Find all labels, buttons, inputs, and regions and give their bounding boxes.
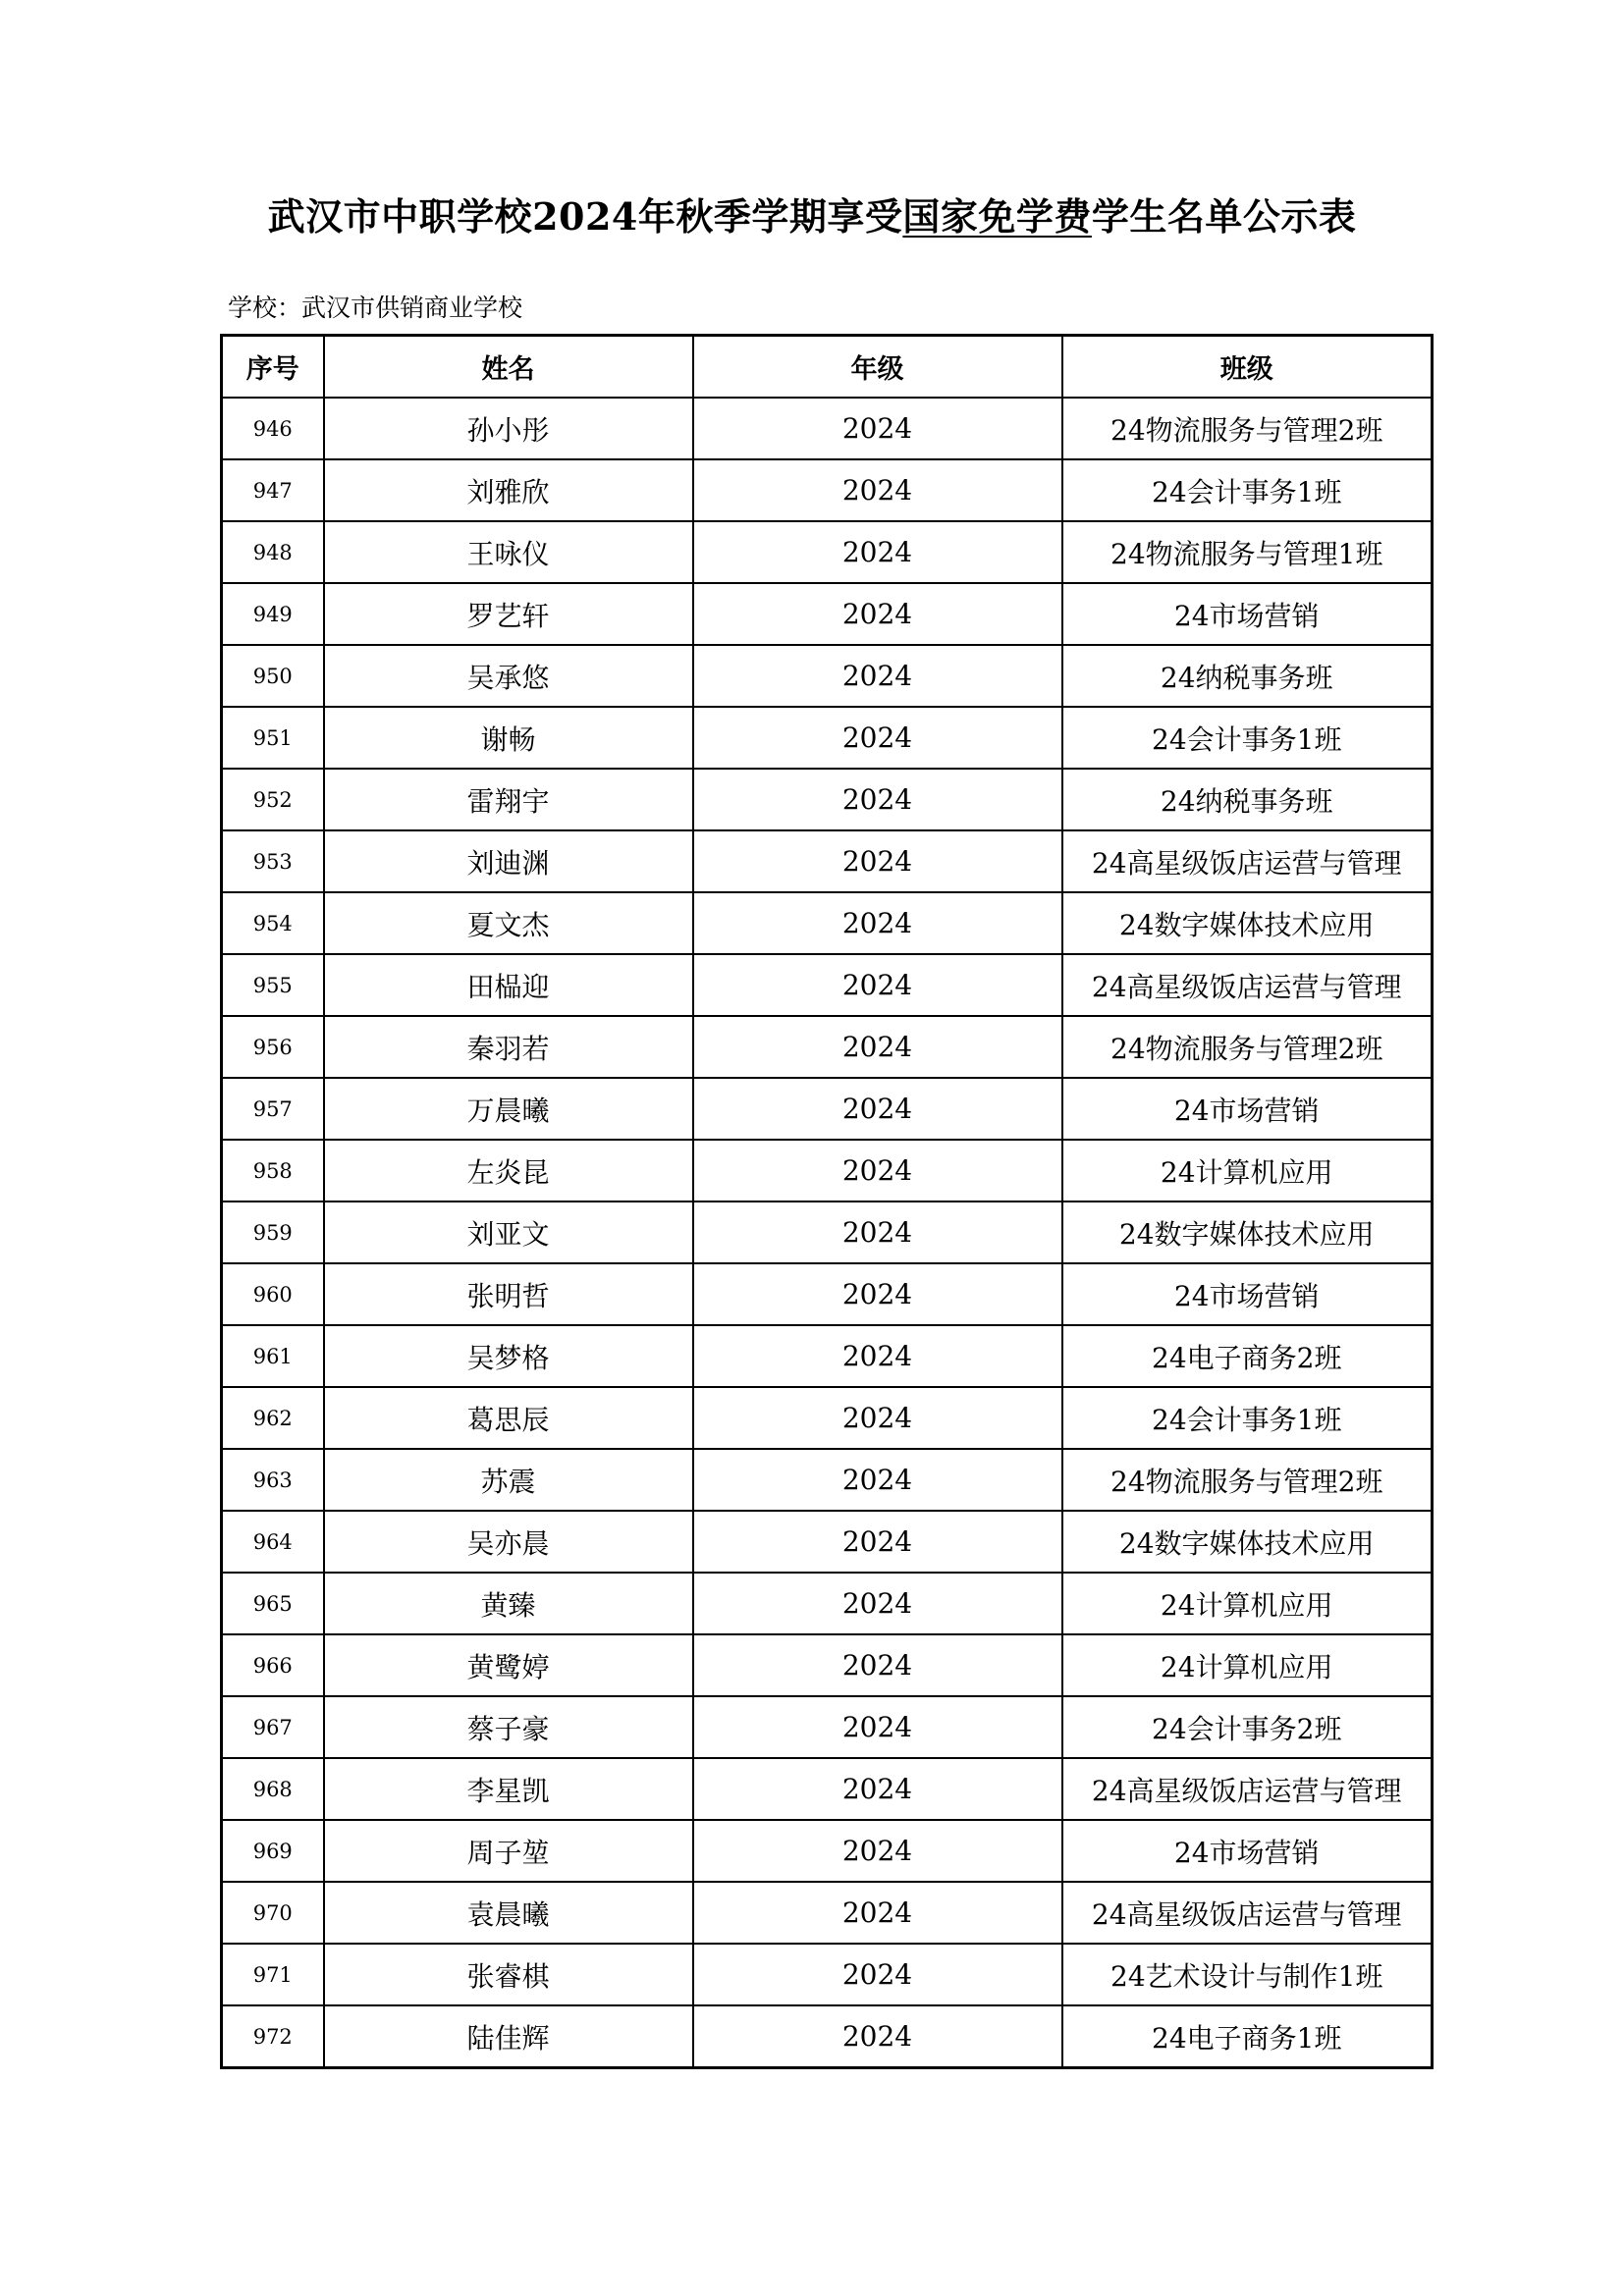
cell-class: 24物流服务与管理2班 xyxy=(1062,1449,1433,1511)
cell-name: 王咏仪 xyxy=(324,521,693,583)
cell-class: 24市场营销 xyxy=(1062,1078,1433,1140)
cell-class: 24纳税事务班 xyxy=(1062,769,1433,830)
cell-grade: 2024 xyxy=(693,892,1062,954)
table-row xyxy=(222,707,1433,769)
cell-index: 966 xyxy=(222,1634,324,1696)
cell-index: 959 xyxy=(222,1201,324,1263)
cell-index: 969 xyxy=(222,1820,324,1882)
cell-grade: 2024 xyxy=(693,1758,1062,1820)
cell-name: 夏文杰 xyxy=(324,892,693,954)
cell-class: 24电子商务2班 xyxy=(1062,1325,1433,1387)
table-row xyxy=(222,2005,1433,2068)
table-row xyxy=(222,1573,1433,1634)
cell-grade: 2024 xyxy=(693,459,1062,521)
cell-index: 962 xyxy=(222,1387,324,1449)
cell-index: 957 xyxy=(222,1078,324,1140)
cell-index: 947 xyxy=(222,459,324,521)
cell-index: 963 xyxy=(222,1449,324,1511)
cell-name: 袁晨曦 xyxy=(324,1882,693,1944)
cell-name: 罗艺轩 xyxy=(324,583,693,645)
cell-name: 孙小彤 xyxy=(324,398,693,459)
cell-name: 苏震 xyxy=(324,1449,693,1511)
cell-class: 24市场营销 xyxy=(1062,1820,1433,1882)
table-row xyxy=(222,1634,1433,1696)
title-highlight: 国家免学费 xyxy=(902,194,1092,239)
cell-class: 24计算机应用 xyxy=(1062,1573,1433,1634)
cell-class: 24数字媒体技术应用 xyxy=(1062,1201,1433,1263)
cell-name: 李星凯 xyxy=(324,1758,693,1820)
cell-class: 24数字媒体技术应用 xyxy=(1062,1511,1433,1573)
cell-grade: 2024 xyxy=(693,1263,1062,1325)
cell-name: 雷翔宇 xyxy=(324,769,693,830)
cell-name: 张明哲 xyxy=(324,1263,693,1325)
cell-grade: 2024 xyxy=(693,1820,1062,1882)
cell-grade: 2024 xyxy=(693,1696,1062,1758)
cell-name: 黄臻 xyxy=(324,1573,693,1634)
cell-grade: 2024 xyxy=(693,1016,1062,1078)
cell-class: 24数字媒体技术应用 xyxy=(1062,892,1433,954)
table-row xyxy=(222,1387,1433,1449)
table-row xyxy=(222,1882,1433,1944)
cell-class: 24会计事务1班 xyxy=(1062,1387,1433,1449)
cell-index: 948 xyxy=(222,521,324,583)
cell-class: 24市场营销 xyxy=(1062,583,1433,645)
cell-grade: 2024 xyxy=(693,1201,1062,1263)
table-row xyxy=(222,1449,1433,1511)
cell-class: 24会计事务2班 xyxy=(1062,1696,1433,1758)
cell-grade: 2024 xyxy=(693,1140,1062,1201)
cell-index: 961 xyxy=(222,1325,324,1387)
cell-class: 24物流服务与管理1班 xyxy=(1062,521,1433,583)
cell-index: 965 xyxy=(222,1573,324,1634)
cell-name: 谢畅 xyxy=(324,707,693,769)
cell-class: 24高星级饭店运营与管理 xyxy=(1062,1882,1433,1944)
table-row xyxy=(222,459,1433,521)
cell-grade: 2024 xyxy=(693,1511,1062,1573)
cell-class: 24电子商务1班 xyxy=(1062,2005,1433,2068)
cell-name: 周子堃 xyxy=(324,1820,693,1882)
cell-grade: 2024 xyxy=(693,1387,1062,1449)
cell-grade: 2024 xyxy=(693,1944,1062,2005)
cell-grade: 2024 xyxy=(693,398,1062,459)
cell-index: 958 xyxy=(222,1140,324,1201)
table-row xyxy=(222,1944,1433,2005)
cell-name: 秦羽若 xyxy=(324,1016,693,1078)
cell-index: 970 xyxy=(222,1882,324,1944)
table-row xyxy=(222,1325,1433,1387)
cell-index: 951 xyxy=(222,707,324,769)
cell-index: 956 xyxy=(222,1016,324,1078)
cell-name: 陆佳辉 xyxy=(324,2005,693,2068)
table-row xyxy=(222,521,1433,583)
cell-name: 刘迪渊 xyxy=(324,830,693,892)
table-row xyxy=(222,1078,1433,1140)
cell-index: 964 xyxy=(222,1511,324,1573)
cell-name: 吴亦晨 xyxy=(324,1511,693,1573)
cell-class: 24高星级饭店运营与管理 xyxy=(1062,954,1433,1016)
cell-index: 946 xyxy=(222,398,324,459)
school-line: 学校：武汉市供销商业学校 xyxy=(228,294,523,322)
header-grade: 年级 xyxy=(693,336,1062,399)
cell-index: 950 xyxy=(222,645,324,707)
table-row xyxy=(222,1696,1433,1758)
cell-name: 吴承悠 xyxy=(324,645,693,707)
cell-name: 葛思辰 xyxy=(324,1387,693,1449)
table-row xyxy=(222,769,1433,830)
table-row xyxy=(222,1511,1433,1573)
cell-grade: 2024 xyxy=(693,707,1062,769)
cell-grade: 2024 xyxy=(693,1078,1062,1140)
cell-index: 968 xyxy=(222,1758,324,1820)
cell-name: 蔡子豪 xyxy=(324,1696,693,1758)
cell-grade: 2024 xyxy=(693,1573,1062,1634)
cell-index: 971 xyxy=(222,1944,324,2005)
cell-class: 24艺术设计与制作1班 xyxy=(1062,1944,1433,2005)
cell-name: 吴梦格 xyxy=(324,1325,693,1387)
cell-index: 954 xyxy=(222,892,324,954)
table-row xyxy=(222,1820,1433,1882)
cell-class: 24高星级饭店运营与管理 xyxy=(1062,1758,1433,1820)
cell-class: 24计算机应用 xyxy=(1062,1140,1433,1201)
cell-grade: 2024 xyxy=(693,521,1062,583)
cell-grade: 2024 xyxy=(693,1634,1062,1696)
cell-class: 24会计事务1班 xyxy=(1062,707,1433,769)
table-row xyxy=(222,398,1433,459)
cell-grade: 2024 xyxy=(693,954,1062,1016)
header-name: 姓名 xyxy=(324,336,693,399)
cell-name: 刘亚文 xyxy=(324,1201,693,1263)
header-class: 班级 xyxy=(1062,336,1433,399)
cell-index: 955 xyxy=(222,954,324,1016)
cell-index: 952 xyxy=(222,769,324,830)
title-suffix: 学生名单公示表 xyxy=(1091,194,1357,239)
cell-index: 953 xyxy=(222,830,324,892)
cell-name: 刘雅欣 xyxy=(324,459,693,521)
cell-grade: 2024 xyxy=(693,830,1062,892)
cell-class: 24纳税事务班 xyxy=(1062,645,1433,707)
table-row xyxy=(222,1758,1433,1820)
cell-class: 24市场营销 xyxy=(1062,1263,1433,1325)
cell-grade: 2024 xyxy=(693,1325,1062,1387)
cell-class: 24会计事务1班 xyxy=(1062,459,1433,521)
cell-index: 972 xyxy=(222,2005,324,2068)
cell-grade: 2024 xyxy=(693,1882,1062,1944)
header-index: 序号 xyxy=(222,336,324,399)
cell-class: 24物流服务与管理2班 xyxy=(1062,1016,1433,1078)
cell-name: 万晨曦 xyxy=(324,1078,693,1140)
cell-class: 24高星级饭店运营与管理 xyxy=(1062,830,1433,892)
cell-name: 黄鹭婷 xyxy=(324,1634,693,1696)
table-row xyxy=(222,1201,1433,1263)
cell-name: 张睿棋 xyxy=(324,1944,693,2005)
cell-class: 24物流服务与管理2班 xyxy=(1062,398,1433,459)
table-row xyxy=(222,892,1433,954)
table-body xyxy=(222,398,1433,2068)
page-title xyxy=(0,187,1624,240)
table-row xyxy=(222,954,1433,1016)
table-row xyxy=(222,1140,1433,1201)
cell-grade: 2024 xyxy=(693,1449,1062,1511)
student-table xyxy=(220,334,1434,2069)
cell-index: 949 xyxy=(222,583,324,645)
cell-grade: 2024 xyxy=(693,645,1062,707)
table-row xyxy=(222,1016,1433,1078)
table-row xyxy=(222,583,1433,645)
cell-grade: 2024 xyxy=(693,769,1062,830)
cell-grade: 2024 xyxy=(693,583,1062,645)
cell-name: 左炎昆 xyxy=(324,1140,693,1201)
cell-grade: 2024 xyxy=(693,2005,1062,2068)
cell-name: 田榀迎 xyxy=(324,954,693,1016)
table-row xyxy=(222,830,1433,892)
table-row xyxy=(222,1263,1433,1325)
table-header-row xyxy=(222,336,1433,399)
cell-class: 24计算机应用 xyxy=(1062,1634,1433,1696)
cell-index: 967 xyxy=(222,1696,324,1758)
cell-index: 960 xyxy=(222,1263,324,1325)
title-prefix: 武汉市中职学校2024年秋季学期享受 xyxy=(267,194,903,239)
table-row xyxy=(222,645,1433,707)
